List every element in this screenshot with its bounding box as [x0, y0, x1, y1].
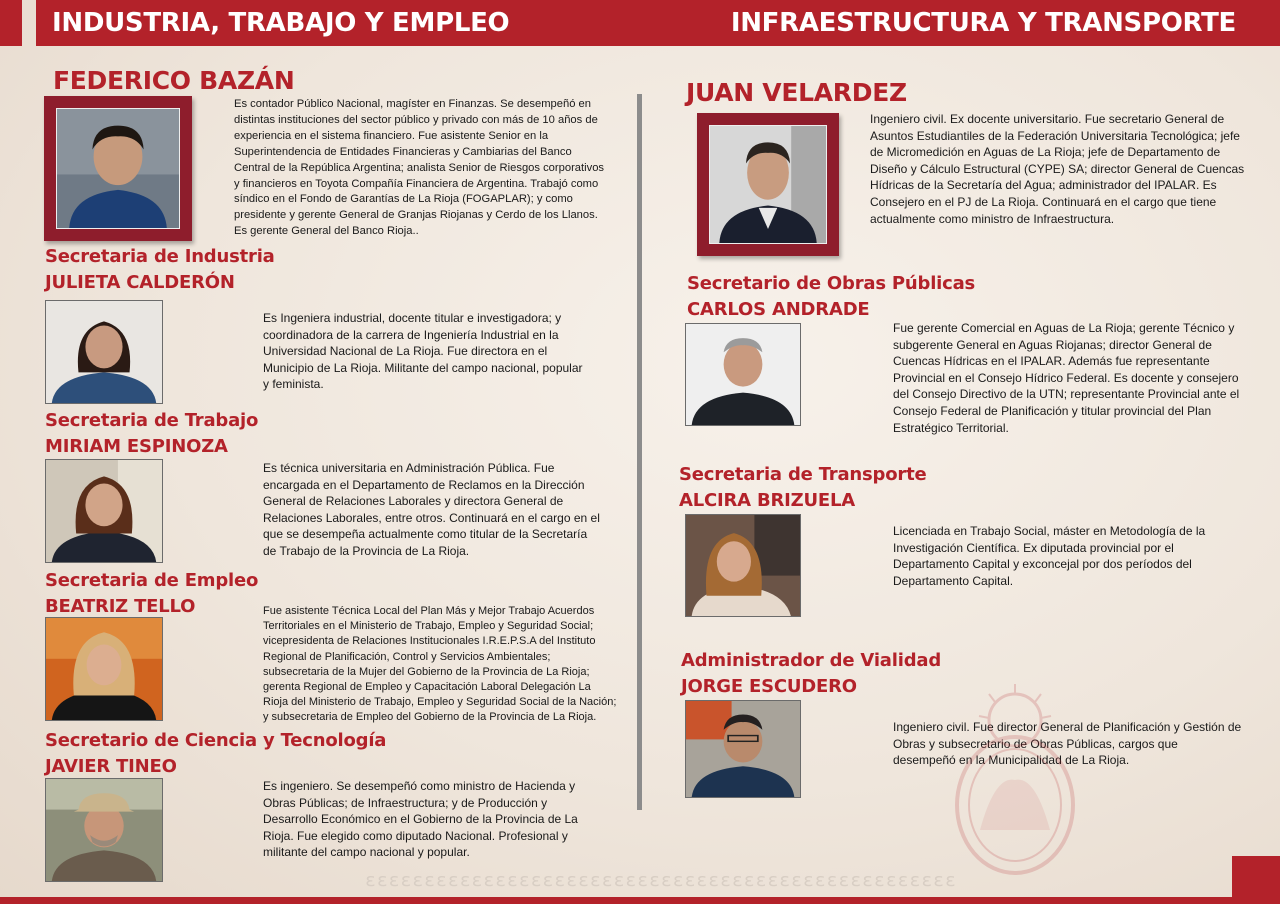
bio-beatriz-tello: Fue asistente Técnica Local del Plan Más y Mejor Trabajo Acuerdos Territoriales en el Ministerio de Trabajo, Empleo y Seguridad Social; vicepresidenta de Relaciones Institucionales I.R.E.P.S.A del Instituto Regional de Planificación, Control y Servicios Ambientales; subsecretaria de la Mujer del Gobierno de la Provincia de La Rioja; gerenta Regional de Empleo y Capacitación Laboral Delegación La Rioja del Ministerio de Trabajo, Empleo y Seguridad Social de la Nación; y subsecretaria de Empleo del Gobierno de la Provincia de La Rioja.: [263, 605, 617, 724]
section-title-left: INDUSTRIA, TRABAJO Y EMPLEO: [52, 8, 510, 38]
role-block-jorge: [681, 648, 941, 700]
bio-javier-tineo: Es ingeniero. Se desempeñó como ministro de Hacienda y Obras Públicas; de Infraestructura; y de Producción y Desarrollo Económico en el Gobierno de la Provincia de La Rioja. Fue elegido como diputado Nacional. Profesional y militante del campo nacional y popular.: [263, 779, 578, 860]
role-title: Administrador de Vialidad: [681, 650, 942, 671]
decorative-border-pattern: ɛɛɛɛɛɛɛɛɛɛɛɛɛɛɛɛɛɛɛɛɛɛɛɛɛɛɛɛɛɛɛɛɛɛɛɛɛɛɛɛɛɛɛɛɛɛɛɛɛɛ: [365, 870, 957, 891]
person-name: JULIETA CALDERÓN: [45, 272, 235, 293]
role-title: Secretario de Obras Públicas: [687, 273, 976, 294]
role-block-beatriz: [45, 568, 258, 620]
photo-julieta-calderon: [45, 300, 163, 404]
photo-javier-tineo: [45, 778, 163, 882]
bio-julieta-calderon: Es Ingeniera industrial, docente titular e investigadora; y coordinadora de la carrera de Ingeniería Industrial en la Universidad Nacional de La Rioja. Fue directora en el Municipio de La Rioja. Militante del campo nacional, popular y feminista.: [263, 311, 583, 392]
header-bar: [36, 0, 1280, 46]
person-name: JAVIER TINEO: [45, 756, 177, 777]
role-title: Secretaria de Empleo: [45, 570, 259, 591]
bio-carlos-andrade: Fue gerente Comercial en Aguas de La Rioja; gerente Técnico y subgerente General en Aguas Riojanas; director General de Cuencas Hídricas en el IPALAR. Además fue representante Provincial en el Consejo Hídrico Federal. Es docente y consejero del Consejo Directivo de la UTN; representante Provincial ante el Consejo Federal de Planificación y titular provincial del Plan Estratégico Territorial.: [893, 321, 1240, 435]
role-block-javier: [45, 728, 386, 780]
role-block-miriam: [45, 408, 258, 460]
photo-beatriz-tello: [45, 617, 163, 721]
photo-alcira-brizuela: [685, 514, 801, 617]
minister-name-right: JUAN VELARDEZ: [686, 78, 907, 107]
role-block-carlos: [687, 271, 975, 323]
bio-federico-bazan: Es contador Público Nacional, magíster en Finanzas. Se desempeñó en distintas instituciones del sector público y privado con más de 10 años de experiencia en el sistema financiero. Fue asistente Senior en la Superintendencia de Entidades Financieras y Cambiarias del Banco Central de la República Argentina; analista Senior de Riesgos corporativos y financieros en Toyota Compañía Financiera de Argentina. Trabajó como síndico en el Fondo de Garantías de La Rioja (FOGAPLAR); y como presidente y gerente General de Granjas Riojanas y Cerdo de los Llanos. Es gerente General del Banco Rioja..: [234, 98, 605, 238]
role-block-alcira: [679, 462, 927, 514]
photo-federico-bazan: [44, 96, 192, 241]
person-name: JORGE ESCUDERO: [681, 676, 857, 697]
role-title: Secretaria de Industria: [45, 246, 275, 267]
bottom-accent-bar: [0, 897, 1280, 904]
header-bar-cap: [0, 0, 22, 46]
bio-juan-velardez: Ingeniero civil. Ex docente universitario. Fue secretario General de Asuntos Estudiantiles de la Federación Universitaria Tecnológica; jefe de Micromedición en Aguas de La Rioja; jefe de Departamento de Diseño y Cálculo Estructural (CYPE) SA; director General de Cuencas Hídricas de la Secretaría del Agua; administrador del IPALAR. Es Consejero en el PJ de La Rioja. Continuará en el cargo que tiene actualmente como ministro de Infraestructura.: [870, 112, 1245, 226]
role-title: Secretaria de Trabajo: [45, 410, 259, 431]
person-name: ALCIRA BRIZUELA: [679, 490, 856, 511]
person-name: BEATRIZ TELLO: [45, 596, 196, 617]
photo-carlos-andrade: [685, 323, 801, 426]
bio-miriam-espinoza: Es técnica universitaria en Administración Pública. Fue encargada en el Departamento de Reclamos en la Dirección General de Relaciones Laborales y directora General de Relaciones Laborales, entre otros. Continuará en el cargo en el que se desempeña actualmente como titular de la Secretaría de Trabajo de la Provincia de La Rioja.: [263, 461, 600, 558]
photo-juan-velardez: [697, 113, 839, 256]
bio-alcira-brizuela: Licenciada en Trabajo Social, máster en Metodología de la Investigación Científica. Ex diputada provincial por el Departamento Capital y exconcejal por dos períodos del Departamento Capital.: [893, 524, 1206, 588]
photo-miriam-espinoza: [45, 459, 163, 563]
photo-jorge-escudero: [685, 700, 801, 798]
role-title: Secretario de Ciencia y Tecnología: [45, 730, 387, 751]
bio-jorge-escudero: Ingeniero civil. Fue director General de Planificación y Gestión de Obras y subsecretario de Obras Públicas, cargos que desempeñó en la Municipalidad de La Rioja.: [893, 720, 1242, 768]
role-block-julieta: [45, 244, 275, 296]
person-name: MIRIAM ESPINOZA: [45, 436, 228, 457]
minister-name-left: FEDERICO BAZÁN: [53, 66, 295, 95]
column-divider: [637, 94, 642, 810]
role-title: Secretaria de Transporte: [679, 464, 927, 485]
person-name: CARLOS ANDRADE: [687, 299, 870, 320]
provincial-seal-watermark: [935, 680, 1095, 880]
section-title-right: INFRAESTRUCTURA Y TRANSPORTE: [730, 8, 1236, 38]
